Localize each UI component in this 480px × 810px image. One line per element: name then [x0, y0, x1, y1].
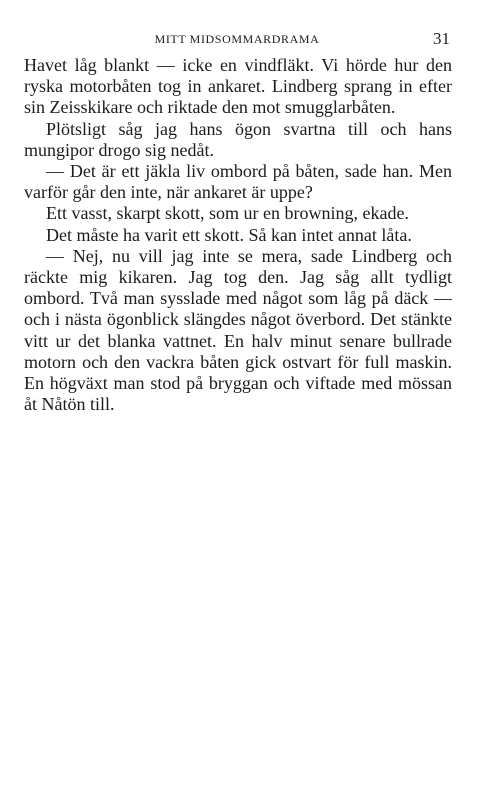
page-number: 31: [433, 29, 450, 48]
paragraph: Det måste ha varit ett skott. Så kan intet annat låta.: [46, 224, 412, 245]
paragraph: Havet låg blankt — icke en vindfläkt. Vi hörde hur den ryska motorbåten tog in ankaret. Lindberg sprang in efter sin Zeisskikare och riktade den mot smugglarbåten.: [24, 55, 452, 118]
paragraph: — Nej, nu vill jag inte se mera, sade Lindberg och räckte mig kikaren. Jag tog den. Jag såg allt tydligt ombord. Två man sysslade med något som låg på däck — och i nästa ögonblick slängdes något överbord. Det stänkte vitt ur det blanka vattnet. En halv minut senare bullrade motorn och den vackra båten gick ostvart för full maskin. En högväxt man stod på bryggan och viftade med mössan åt Nåtön till.: [24, 245, 452, 415]
paragraph: Plötsligt såg jag hans ögon svartna till och hans mungipor drogo sig nedåt.: [24, 118, 452, 160]
running-title: MITT MIDSOMMARDRAMA: [154, 32, 320, 46]
running-head: [24, 29, 450, 52]
paragraph: Ett vasst, skarpt skott, som ur en browning, ekade.: [46, 203, 409, 224]
paragraph: — Det är ett jäkla liv ombord på båten, sade han. Men varför går den inte, när ankaret är uppe?: [24, 161, 452, 203]
body-text: [24, 55, 452, 415]
